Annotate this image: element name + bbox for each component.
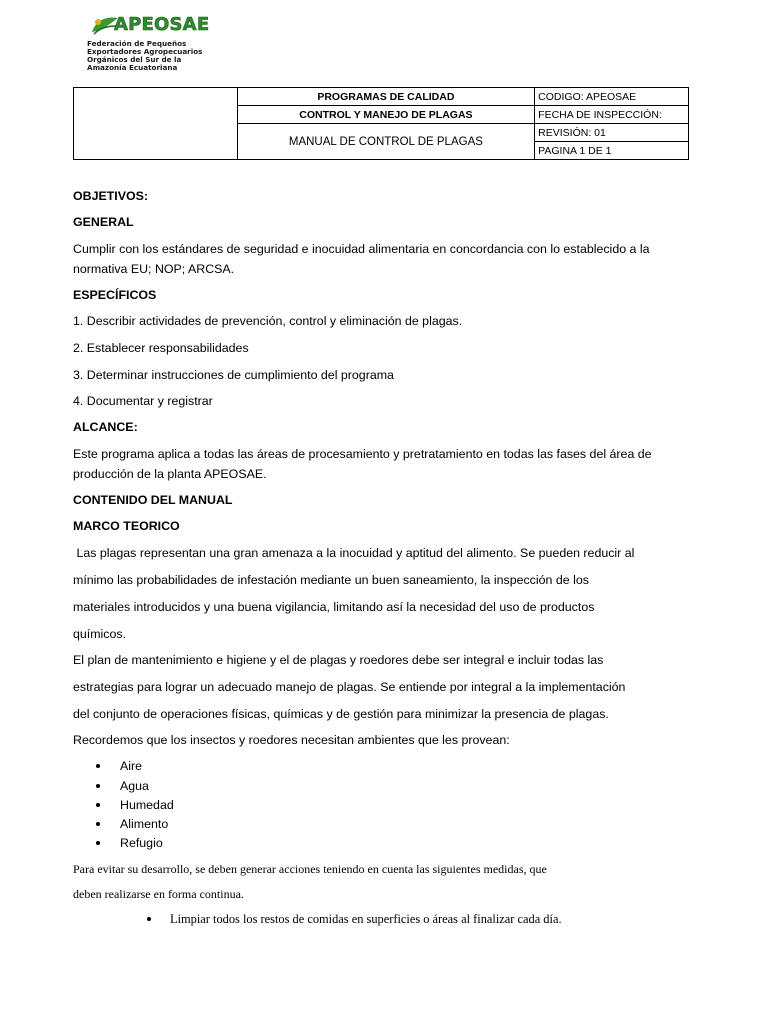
pagina-cell: PAGINA 1 DE 1 [535,142,689,160]
document-header-table [73,87,689,160]
plan-line-3: del conjunto de operaciones físicas, químicas y de gestión para minimizar la presencia de plagas. [73,707,609,721]
especifico-item-2: 2. Establecer responsabilidades [73,341,249,355]
revision-cell: REVISIÓN: 01 [535,124,689,142]
contenido-heading: CONTENIDO DEL MANUAL [73,493,233,507]
especifico-item-3: 3. Determinar instrucciones de cumplimiento del programa [73,368,394,382]
bullet-icon [96,803,100,807]
marco-line-1: Las plagas representan una gran amenaza a la inocuidad y aptitud del alimento. Se pueden reducir al [73,546,635,560]
marco-line-2: mínimo las probabilidades de infestación mediante un buen saneamiento, la inspección de los [73,573,589,587]
list-item: Aire [120,759,143,773]
alcance-paragraph: Este programa aplica a todas las áreas de procesamiento y pretratamiento en todas las fases del área de producción de la planta APEOSAE. [73,447,652,481]
list-item: Agua [120,779,149,793]
evitar-line-1: Para evitar su desarrollo, se deben generar acciones teniendo en cuenta las siguientes medidas, que [73,862,547,876]
bullet-icon [96,784,100,788]
organization-logo [84,12,234,72]
general-paragraph: Cumplir con los estándares de seguridad e inocuidad alimentaria en concordancia con lo establecido a la normativa EU; NOP; ARCSA. [73,242,650,276]
objetivos-heading: OBJETIVOS: [73,189,149,203]
especifico-item-4: 4. Documentar y registrar [73,394,213,408]
logo-subtitle: Federación de Pequeños Exportadores Agropecuarios Orgánicos del Sur de la Amazonía Ecuatoriana [87,39,203,72]
bullet-icon [147,917,151,921]
list-item: Alimento [120,817,169,831]
header-blank-cell [74,88,238,160]
medida-item-1: Limpiar todos los restos de comidas en superficies o áreas al finalizar cada día. [170,912,562,926]
control-cell: CONTROL Y MANEJO DE PLAGAS [237,106,535,124]
general-heading: GENERAL [73,215,134,229]
especificos-heading: ESPECÍFICOS [73,288,157,302]
bullet-icon [96,841,100,845]
bullet-icon [96,822,100,826]
especifico-item-1: 1. Describir actividades de prevención, control y eliminación de plagas. [73,314,463,328]
programas-cell: PROGRAMAS DE CALIDAD [237,88,535,106]
manual-cell: MANUAL DE CONTROL DE PLAGAS [237,124,535,160]
evitar-line-2: deben realizarse en forma continua. [73,887,244,901]
list-item: Humedad [120,798,174,812]
list-item: Refugio [120,836,163,850]
marco-line-3: materiales introducidos y una buena vigilancia, limitando así la necesidad del uso de productos [73,600,595,614]
plan-line-2: estrategias para lograr un adecuado manejo de plagas. Se entiende por integral a la implementación [73,680,626,694]
plan-line-1: El plan de mantenimiento e higiene y el de plagas y roedores debe ser integral e incluir todas las [73,653,604,667]
codigo-cell: CODIGO: APEOSAE [535,88,689,106]
bullet-icon [96,764,100,768]
alcance-heading: ALCANCE: [73,420,138,434]
marco-heading: MARCO TEORICO [73,519,180,533]
fecha-cell: FECHA DE INSPECCIÓN: [535,106,689,124]
logo-name: APEOSAE [114,14,210,35]
recordemos-line: Recordemos que los insectos y roedores necesitan ambientes que les provean: [73,733,510,747]
marco-line-4: químicos. [73,627,127,641]
